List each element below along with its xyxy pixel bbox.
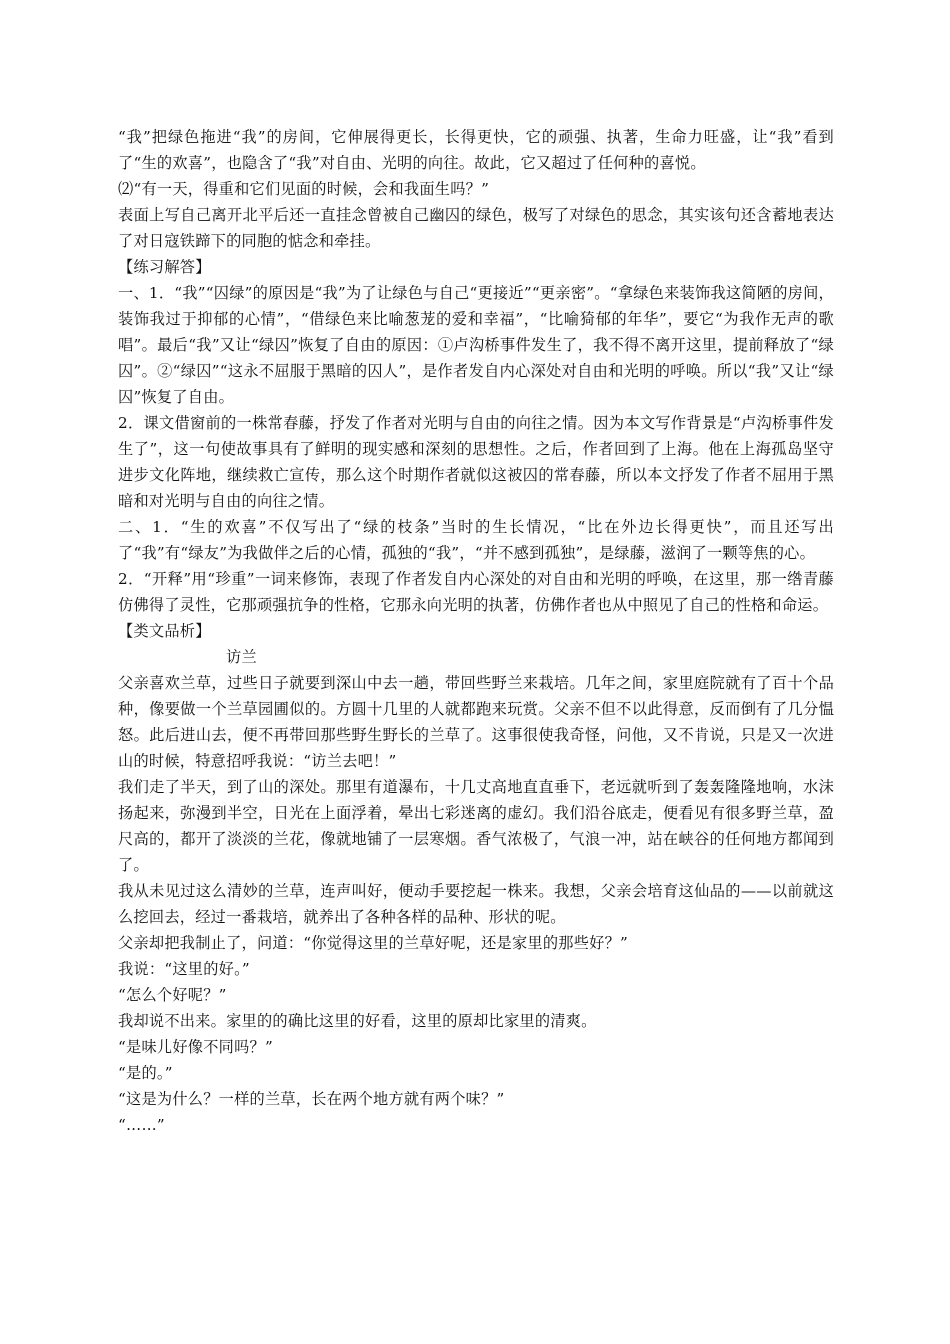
document-page (118, 124, 834, 1138)
story-paragraph: 我说：“这里的好。” (118, 960, 250, 978)
answer-2-1: 二、1．“生的欢喜”不仅写出了“绿的枝条”当时的生长情况，“比在外边长得更快”，而且还写出了“我”有“绿友”为我做伴之后的心情，孤独的“我”，“并不感到孤独”，是绿藤，滋润了一颗等焦的心。 (118, 518, 834, 562)
story-paragraph: 我却说不出来。家里的的确比这里的好看，这里的原却比家里的清爽。 (118, 1012, 597, 1030)
story-paragraph: 父亲喜欢兰草，过些日子就要到深山中去一趟，带回些野兰来栽培。几年之间，家里庭院就有了百十个品种，像要做一个兰草园圃似的。方圆十几里的人就都跑来玩赏。父亲不但不以此得意，反而倒有了几分愠怒。此后进山去，便不再带回那些野生野长的兰草了。这事很使我奇怪，问他，又不肯说，只是又一次进山的时候，特意招呼我说：“访兰去吧！” (118, 674, 834, 770)
answer-2-2: 2．“开释”用“珍重”一词来修饰，表现了作者发自内心深处的对自由和光明的呼唤，在这里，那一绺青藤仿佛得了灵性，它那顽强抗争的性格，它那永向光明的执著，仿佛作者也从中照见了自己的性格和命运。 (118, 570, 834, 614)
story-paragraph: “……” (118, 1116, 165, 1134)
paragraph-quote-2: ⑵“有一天，得重和它们见面的时候，会和我面生吗？” (118, 180, 490, 198)
answer-1-1: 一、1．“我”“囚绿”的原因是“我”为了让绿色与自己“更接近”“更亲密”。“拿绿色来装饰我这简陋的房间，装饰我过于抑郁的心情”，“借绿色来比喻葱茏的爱和幸福”，“比喻猗郁的年华”，要它“为我作无声的歌唱”。最后“我”又让“绿囚”恢复了自由的原因：①卢沟桥事件发生了，我不得不离开这里，提前释放了“绿囚”。②“绿囚”“这永不屈服于黑暗的囚人”，是作者发自内心深处对自由和光明的呼唤。所以“我”又让“绿囚”恢复了自由。 (118, 284, 834, 406)
answer-1-2: 2．课文借窗前的一株常春藤，抒发了作者对光明与自由的向往之情。因为本文写作背景是“卢沟桥事件发生了”，这一句使故事具有了鲜明的现实感和深刻的思想性。之后，作者回到了上海。他在上海孤岛坚守进步文化阵地，继续救亡宣传，那么这个时期作者就似这被囚的常春藤，所以本文抒发了作者不屈用于黑暗和对光明与自由的向往之情。 (118, 414, 834, 510)
story-paragraph: “是味儿好像不同吗？” (118, 1038, 273, 1056)
story-title: 访兰 (226, 648, 257, 666)
section-heading-similar-text: 【类文品析】 (118, 622, 211, 640)
paragraph-sheng-de-huanxi: “我”把绿色拖进“我”的房间，它伸展得更长，长得更快，它的顽强、执著，生命力旺盛，让“我”看到了“生的欢喜”，也隐含了“我”对自由、光明的向往。故此，它又超过了任何种的喜悦。 (118, 128, 834, 172)
story-paragraph: 我从未见过这么清妙的兰草，连声叫好，便动手要挖起一株来。我想，父亲会培育这仙品的——以前就这么挖回去，经过一番栽培，就养出了各种各样的品种、形状的呢。 (118, 882, 834, 926)
paragraph-quote-2-analysis: 表面上写自己离开北平后还一直挂念曾被自己幽囚的绿色，极写了对绿色的思念，其实该句还含蓄地表达了对日寇铁蹄下的同胞的惦念和牵挂。 (118, 206, 834, 250)
story-paragraph: “这是为什么？一样的兰草，长在两个地方就有两个味？” (118, 1090, 505, 1108)
story-paragraph: 我们走了半天，到了山的深处。那里有道瀑布，十几丈高地直直垂下，老远就听到了轰轰隆隆地响，水沫扬起来，弥漫到半空，日光在上面浮着，晕出七彩迷离的虚幻。我们沿谷底走，便看见有很多野兰草，盈尺高的，都开了淡淡的兰花，像就地铺了一层寒烟。香气浓极了，气浪一冲，站在峡谷的任何地方都闻到了。 (118, 778, 834, 874)
story-paragraph: “是的。” (118, 1064, 173, 1082)
section-heading-exercise-answers: 【练习解答】 (118, 258, 211, 276)
story-paragraph: “怎么个好呢？” (118, 986, 227, 1004)
story-paragraph: 父亲却把我制止了，问道：“你觉得这里的兰草好呢，还是家里的那些好？” (118, 934, 629, 952)
